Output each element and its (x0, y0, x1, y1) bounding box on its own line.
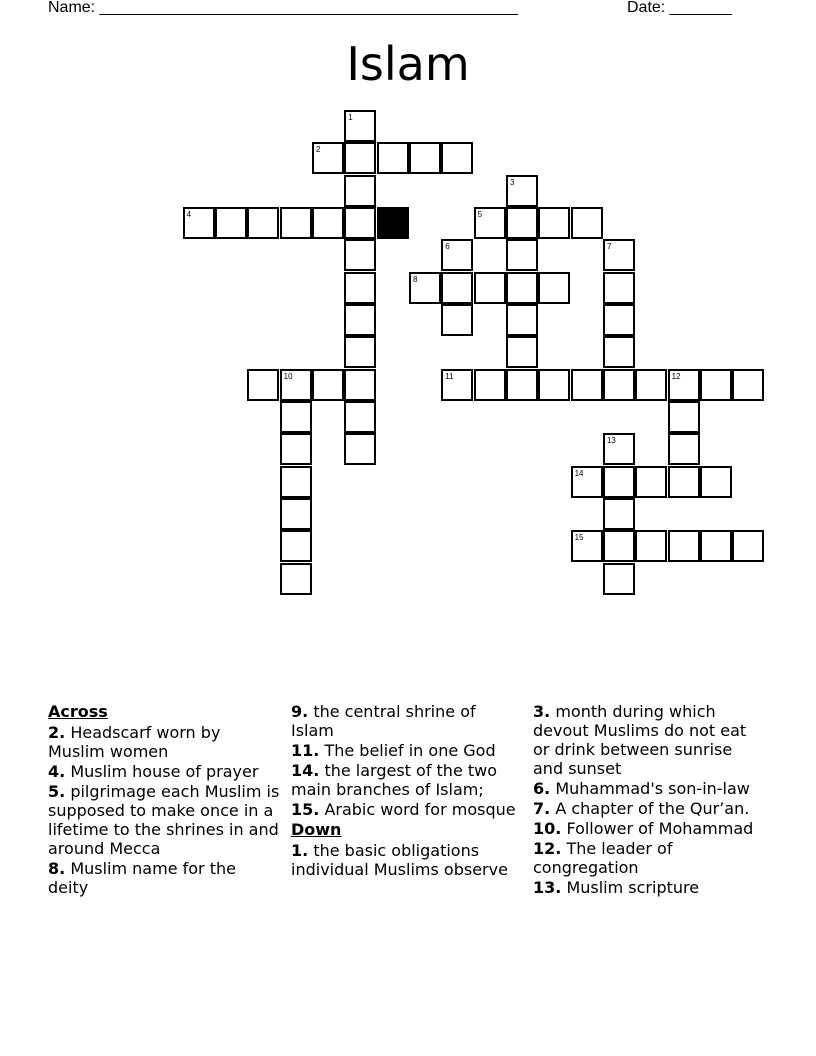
clue-number: 13. (533, 878, 562, 897)
grid-cell[interactable] (409, 142, 441, 174)
grid-cell[interactable] (700, 530, 732, 562)
clue-down-3 (533, 702, 765, 778)
grid-cell[interactable] (183, 207, 215, 239)
grid-cell[interactable] (441, 304, 473, 336)
grid-cell[interactable] (603, 466, 635, 498)
cell-number: 2 (315, 145, 321, 155)
clue-number: 4. (48, 762, 66, 781)
grid-cell[interactable] (344, 207, 376, 239)
grid-cell[interactable] (344, 175, 376, 207)
grid-cell[interactable] (603, 239, 635, 271)
grid-cell[interactable] (280, 401, 312, 433)
clue-text: Muslim name for the deity (48, 859, 236, 897)
grid-cell[interactable] (668, 433, 700, 465)
grid-cell[interactable] (506, 336, 538, 368)
grid-cell[interactable] (344, 272, 376, 304)
grid-cell[interactable] (344, 110, 376, 142)
name-field-label: Name: _______________________________________________ (48, 0, 518, 16)
cell-number: 3 (509, 177, 515, 187)
grid-cell[interactable] (506, 239, 538, 271)
grid-cell[interactable] (538, 272, 570, 304)
grid-cell[interactable] (344, 142, 376, 174)
grid-cell[interactable] (312, 369, 344, 401)
grid-cell[interactable] (635, 369, 667, 401)
cell-number: 1 (348, 113, 353, 122)
cell-number: 12 (671, 371, 681, 381)
grid-cell[interactable] (247, 207, 279, 239)
clue-number: 11. (291, 741, 320, 760)
grid-cell[interactable] (280, 207, 312, 239)
grid-cell[interactable] (538, 207, 570, 239)
grid-cell[interactable] (280, 466, 312, 498)
grid-cell[interactable] (344, 433, 376, 465)
grid-cell[interactable] (280, 498, 312, 530)
grid-cell[interactable] (603, 369, 635, 401)
clue-text: Muslim scripture (566, 878, 700, 897)
cell-number: 13 (606, 436, 616, 446)
grid-cell[interactable] (474, 207, 506, 239)
grid-cell[interactable] (280, 563, 312, 595)
grid-cell[interactable] (506, 304, 538, 336)
clue-text: Headscarf worn by Muslim women (48, 723, 221, 761)
clue-down-1 (291, 841, 523, 879)
grid-cell[interactable] (377, 142, 409, 174)
grid-cell[interactable] (603, 498, 635, 530)
clue-text: A chapter of the Qur’an. (555, 799, 750, 818)
clue-number: 1. (291, 841, 309, 860)
grid-cell[interactable] (441, 142, 473, 174)
grid-cell[interactable] (441, 272, 473, 304)
grid-cell[interactable] (247, 369, 279, 401)
grid-cell[interactable] (506, 272, 538, 304)
clue-text: Muslim house of prayer (70, 762, 259, 781)
grid-cell[interactable] (571, 530, 603, 562)
clue-across-9 (291, 702, 523, 740)
cell-number: 6 (445, 242, 450, 252)
clue-across-14 (291, 761, 523, 799)
grid-cell[interactable] (603, 304, 635, 336)
clue-down-10 (533, 819, 765, 838)
clue-text: Follower of Mohammad (566, 819, 754, 838)
clue-column-3 (533, 702, 765, 898)
clue-column-2 (291, 702, 523, 880)
clue-text: The leader of congregation (533, 839, 673, 877)
clue-across-2 (48, 723, 280, 761)
cell-number: 4 (186, 209, 192, 219)
grid-cell[interactable] (506, 207, 538, 239)
grid-cell[interactable] (700, 369, 732, 401)
clue-column-1 (48, 702, 280, 898)
page-title: Islam (346, 37, 470, 91)
grid-cell[interactable] (506, 175, 538, 207)
clue-text: Arabic word for mosque (324, 800, 516, 819)
grid-cell[interactable] (700, 466, 732, 498)
grid-cell[interactable] (344, 401, 376, 433)
cell-number: 5 (477, 209, 483, 219)
grid-cell[interactable] (668, 401, 700, 433)
grid-cell[interactable] (344, 336, 376, 368)
cell-number: 11 (445, 371, 454, 381)
grid-cell[interactable] (603, 272, 635, 304)
clue-down-7 (533, 799, 765, 818)
clue-text: the basic obligations individual Muslims observe (291, 841, 508, 879)
clue-down-12 (533, 839, 765, 877)
clue-number: 12. (533, 839, 562, 858)
clue-across-8 (48, 859, 280, 897)
date-field-label: Date: _______ (627, 0, 732, 16)
grid-cell[interactable] (668, 530, 700, 562)
grid-cell[interactable] (409, 272, 441, 304)
grid-cell[interactable] (732, 369, 764, 401)
clue-down-6 (533, 779, 765, 798)
clue-number: 9. (291, 702, 309, 721)
clue-down-13 (533, 878, 765, 897)
clue-number: 8. (48, 859, 66, 878)
cell-number: 8 (412, 274, 418, 284)
grid-cell[interactable] (441, 369, 473, 401)
grid-cell[interactable] (603, 336, 635, 368)
grid-cell[interactable] (603, 433, 635, 465)
down-heading: Down (291, 820, 342, 839)
clue-number: 2. (48, 723, 66, 742)
clue-number: 5. (48, 782, 66, 801)
clue-text: The belief in one God (324, 741, 496, 760)
grid-cell[interactable] (312, 207, 344, 239)
clue-number: 7. (533, 799, 551, 818)
grid-cell[interactable] (668, 369, 700, 401)
clue-text: pilgrimage each Muslim is supposed to make once in a lifetime to the shrines in and around Mecca (48, 782, 280, 858)
grid-cell[interactable] (506, 369, 538, 401)
grid-cell[interactable] (344, 239, 376, 271)
grid-cell[interactable] (668, 466, 700, 498)
grid-cell[interactable] (635, 530, 667, 562)
grid-cell[interactable] (280, 530, 312, 562)
clue-number: 14. (291, 761, 320, 780)
grid-black-cell (377, 207, 409, 239)
clue-across-11 (291, 741, 523, 760)
clue-number: 3. (533, 702, 551, 721)
grid-cell[interactable] (441, 239, 473, 271)
clue-number: 6. (533, 779, 551, 798)
grid-cell[interactable] (603, 563, 635, 595)
grid-cell[interactable] (474, 272, 506, 304)
clue-number: 15. (291, 800, 320, 819)
clue-across-15 (291, 800, 523, 819)
grid-cell[interactable] (215, 207, 247, 239)
cell-number: 7 (606, 242, 612, 252)
clue-across-5 (48, 782, 280, 858)
cell-number: 10 (283, 371, 293, 381)
across-heading: Across (48, 702, 108, 721)
grid-cell[interactable] (732, 530, 764, 562)
clue-text: Muhammad's son-in-law (555, 779, 750, 798)
grid-cell[interactable] (312, 142, 344, 174)
grid-cell[interactable] (571, 369, 603, 401)
grid-cell[interactable] (474, 369, 506, 401)
clue-text: month during which devout Muslims do not eat or drink between sunrise and sunset (533, 702, 747, 778)
clue-across-4 (48, 762, 280, 781)
grid-cell[interactable] (344, 304, 376, 336)
clue-text: the largest of the two main branches of Islam; (291, 761, 498, 799)
clue-number: 10. (533, 819, 562, 838)
grid-cell[interactable] (344, 369, 376, 401)
grid-cell[interactable] (571, 466, 603, 498)
grid-cell[interactable] (571, 207, 603, 239)
grid-cell[interactable] (280, 433, 312, 465)
clue-text: the central shrine of Islam (291, 702, 476, 740)
cell-number: 14 (574, 468, 584, 478)
grid-cell[interactable] (280, 369, 312, 401)
grid-cell[interactable] (538, 369, 570, 401)
cell-number: 15 (574, 533, 584, 543)
grid-cell[interactable] (635, 466, 667, 498)
grid-cell[interactable] (603, 530, 635, 562)
